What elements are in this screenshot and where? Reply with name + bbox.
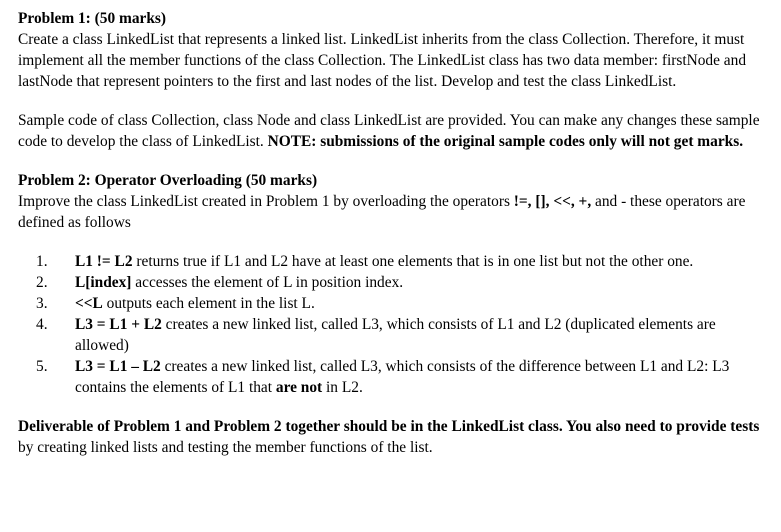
operator-description: accesses the element of L in position index.	[131, 274, 404, 291]
operator-description-end: in L2.	[322, 379, 363, 396]
operator-description: returns true if L1 and L2 have at least one elements that is in one list but not the other one.	[132, 253, 694, 270]
list-item	[18, 314, 773, 356]
problem-2-section	[18, 170, 773, 398]
list-item	[18, 251, 773, 272]
item-number: 3.	[36, 295, 48, 312]
operator-description: creates a new linked list, called L3, which consists of L1 and L2 (duplicated elements are allowed)	[75, 316, 716, 354]
item-number: 2.	[36, 274, 48, 291]
operator-list: !=, [], <<, +,	[513, 193, 592, 210]
intro-text-after: and - these operators are defined as follows	[18, 193, 746, 231]
operator-description: outputs each element in the list L.	[102, 295, 315, 312]
problem-1-sample-code-note	[18, 110, 773, 152]
sample-code-text: Sample code of class Collection, class Node and class LinkedList are provided. You can make any changes these sample code to develop the class of LinkedList.	[18, 112, 760, 150]
section-gap	[18, 398, 773, 416]
problem-1-section	[18, 8, 773, 152]
problem-2-heading: Problem 2: Operator Overloading (50 marks)	[18, 172, 318, 189]
operator-expression: L1 != L2	[75, 253, 133, 270]
operator-expression: L[index]	[75, 274, 132, 291]
paragraph-gap	[18, 92, 773, 110]
operator-description: creates a new linked list, called L3, which consists of the difference between L1 and L2: L3 contains the elements of L1 that	[75, 358, 730, 396]
list-item	[18, 272, 773, 293]
submission-warning: NOTE: submissions of the original sample codes only will not get marks.	[267, 133, 744, 150]
operator-definitions-list	[18, 251, 773, 398]
list-gap	[18, 233, 773, 251]
deliverable-note	[18, 416, 773, 458]
item-number: 1.	[36, 253, 48, 270]
problem-1-description: Create a class LinkedList that represents a linked list. LinkedList inherits from the class Collection. Therefore, it must implement all the member functions of the class Collection. The LinkedList class has two data member: firstNode and lastNode that represent pointers to the first and last nodes of the list. Develop and test the class LinkedList.	[18, 31, 747, 90]
list-item	[18, 356, 773, 398]
emphasis-text: are not	[275, 379, 323, 396]
operator-expression: L3 = L1 + L2	[75, 316, 162, 333]
intro-text-before: Improve the class LinkedList created in Problem 1 by overloading the operators	[18, 193, 514, 210]
operator-expression: L3 = L1 – L2	[75, 358, 161, 375]
operator-expression: <<L	[75, 295, 103, 312]
section-gap	[18, 152, 773, 170]
item-number: 5.	[36, 358, 48, 375]
list-item	[18, 293, 773, 314]
problem-1-heading: Problem 1: (50 marks)	[18, 10, 167, 27]
item-number: 4.	[36, 316, 48, 333]
deliverable-bold: Deliverable of Problem 1 and Problem 2 together should be in the LinkedList class. You also need to provide tests	[18, 418, 760, 435]
deliverable-text: by creating linked lists and testing the member functions of the list.	[18, 439, 433, 456]
problem-2-intro	[18, 191, 773, 233]
